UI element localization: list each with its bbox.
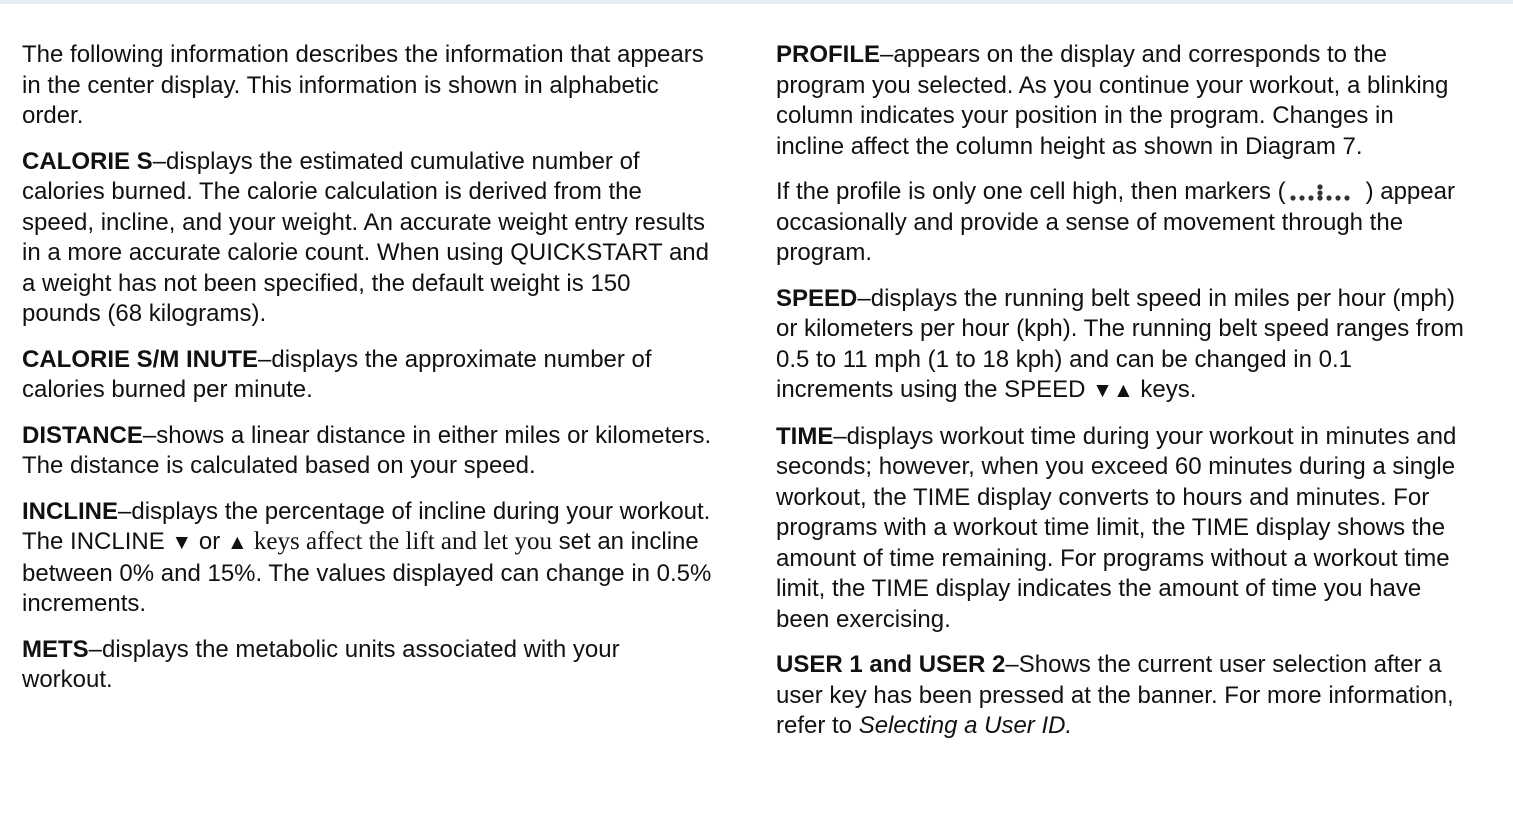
- calories-entry: [22, 147, 712, 330]
- incline-text-3: set an incline between 0% and 15%. The values displayed can change in 0.5% increments.: [22, 528, 712, 617]
- calories-per-minute-text: –displays the approximate number of calories burned per minute.: [22, 345, 652, 403]
- time-term: TIME: [776, 422, 834, 450]
- user-term: USER 1 and USER 2: [776, 651, 1006, 678]
- incline-text-1: –displays the percentage of incline during your workout. The INCLINE: [22, 497, 711, 555]
- profile-term: PROFILE: [776, 41, 881, 68]
- profile-markers-entry: [776, 177, 1466, 269]
- incline-entry: [22, 497, 712, 620]
- incline-text-serif: keys affect the lift and let you: [247, 528, 552, 555]
- profile-markers-text-1: If the profile is only one cell high, then markers (: [776, 178, 1286, 205]
- speed-arrows-icon: ▼▲: [1092, 379, 1134, 402]
- mets-entry: [22, 635, 712, 696]
- profile-entry: [776, 40, 1466, 162]
- top-rule: [0, 0, 1513, 4]
- intro-paragraph: [22, 40, 712, 132]
- intro-text: The following information describes the information that appears in the center display. This information is shown in alphabetic order.: [22, 41, 704, 129]
- profile-text: –appears on the display and corresponds to the program you selected. As you continue your workout, a blinking column indicates your position in the program. Changes in incline affect the column height as shown in Diagram 7.: [776, 41, 1449, 160]
- down-arrow-icon: ▼: [171, 531, 193, 554]
- calories-text: –displays the estimated cumulative number of calories burned. The calorie calculation is derived from the speed, incline, and your weight. An accurate weight entry results in a more accurate calorie count. When using QUICKSTART and a weight has not been specified, the default weight is 150 pounds (68 kilograms).: [22, 147, 709, 327]
- calories-term: CALORIE S: [22, 147, 153, 175]
- speed-text-2: keys.: [1133, 376, 1197, 403]
- profile-markers-text-2: ) appear occasionally and provide a sense of movement through the program.: [776, 178, 1455, 266]
- calories-per-minute-term: CALORIE S/M INUTE: [22, 345, 259, 373]
- calories-per-minute-entry: [22, 345, 712, 406]
- incline-term: INCLINE: [22, 497, 118, 525]
- left-column: [22, 40, 712, 711]
- distance-term: DISTANCE: [22, 421, 143, 449]
- speed-entry: [776, 284, 1466, 407]
- user-entry: [776, 650, 1466, 742]
- up-arrow-icon: ▲: [226, 531, 248, 554]
- profile-markers-icon: [1287, 183, 1365, 203]
- mets-term: METS: [22, 635, 89, 663]
- mets-text: –displays the metabolic units associated with your workout.: [22, 635, 620, 693]
- user-text: –Shows the current user selection after a user key has been pressed at the banner. For more information, refer to: [776, 651, 1454, 739]
- distance-text: –shows a linear distance in either miles or kilometers. The distance is calculated based on your speed.: [22, 421, 712, 479]
- speed-term: SPEED: [776, 284, 858, 312]
- right-column: [776, 40, 1466, 757]
- distance-entry: [22, 421, 712, 482]
- time-entry: [776, 422, 1466, 636]
- user-reference: Selecting a User ID.: [858, 712, 1073, 739]
- speed-text-1: –displays the running belt speed in miles per hour (mph) or kilometers per hour (kph). The running belt speed ranges from 0.5 to 11 mph (1 to 18 kph) and can be changed in 0.1 increments using the SPEED: [776, 284, 1464, 403]
- incline-text-2: or: [192, 528, 227, 555]
- time-text: –displays workout time during your workout in minutes and seconds; however, when you exceed 60 minutes during a single workout, the TIME display converts to hours and minutes. For programs with a workout time limit, the TIME display shows the amount of time remaining. For programs without a workout time limit, the TIME display indicates the amount of time you have been exercising.: [776, 422, 1457, 633]
